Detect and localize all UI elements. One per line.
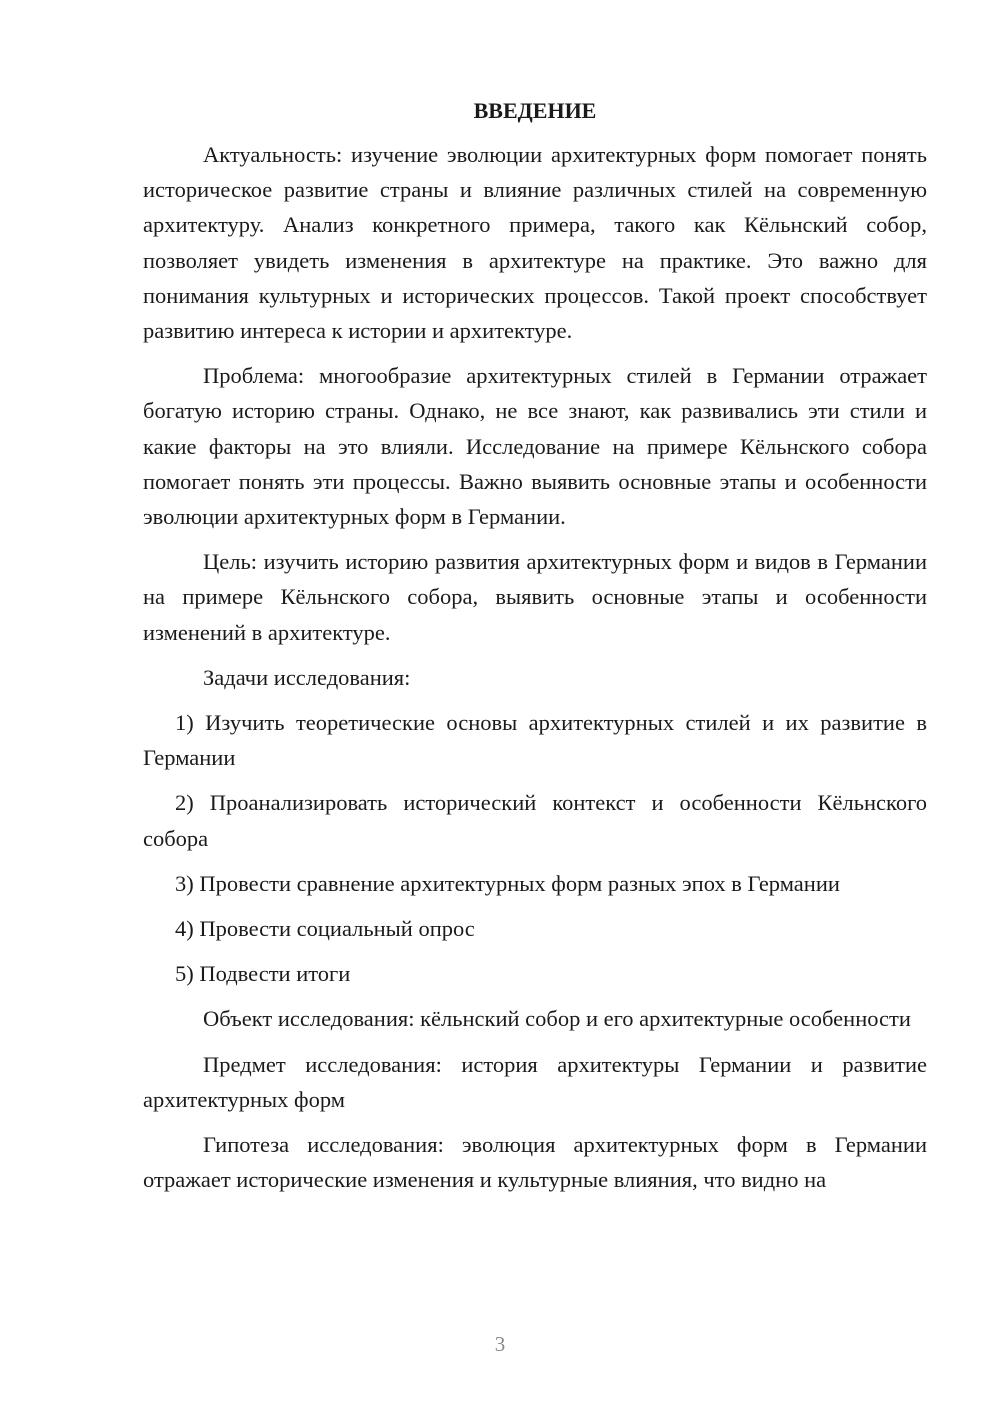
paragraph-problem: Проблема: многообразие архитектурных стилей в Германии отражает богатую историю страны. Однако, не все знают, как развивались эти стили и какие факторы на это влияли. Исследование на примере Кёльнского собора помогает понять эти процессы. Важно выявить основные этапы и особенности эволюции архитектурных форм в Германии. — [143, 363, 927, 530]
task-item: 4) Провести социальный опрос — [175, 916, 475, 942]
paragraph-relevance: Актуальность: изучение эволюции архитектурных форм помогает понять историческое развитие страны и влияние различных стилей на современную архитектуру. Анализ конкретного примера, такого как Кёльнский собор, позволяет увидеть изменения в архитектуре на практике. Это важно для понимания культурных и исторических процессов. Такой проект способствует развитию интереса к истории и архитектуре. — [143, 142, 927, 344]
page-number: 3 — [494, 1332, 506, 1356]
paragraph-subject: Предмет исследования: история архитектуры Германии и развитие архитектурных форм — [143, 1051, 927, 1112]
document-title: ВВЕДЕНИЕ — [473, 98, 597, 123]
document-page — [143, 96, 927, 1207]
paragraph-goal: Цель: изучить историю развития архитектурных форм и видов в Германии на примере Кёльнского собора, выявить основные этапы и особенности изменений в архитектуре. — [143, 549, 927, 645]
paragraph-tasks-heading: Задачи исследования: — [203, 664, 411, 690]
task-item: 1) Изучить теоретические основы архитектурных стилей и их развитие в Германии — [143, 710, 927, 771]
task-item: 3) Провести сравнение архитектурных форм разных эпох в Германии — [175, 870, 840, 896]
paragraph-object: Объект исследования: кёльнский собор и его архитектурные особенности — [203, 1006, 911, 1032]
paragraph-hypothesis: Гипотеза исследования: эволюция архитектурных форм в Германии отражает исторические изменения и культурные влияния, что видно на — [143, 1132, 927, 1193]
task-item: 5) Подвести итоги — [175, 961, 351, 987]
task-item: 2) Проанализировать исторический контекст и особенности Кёльнского собора — [143, 790, 927, 851]
